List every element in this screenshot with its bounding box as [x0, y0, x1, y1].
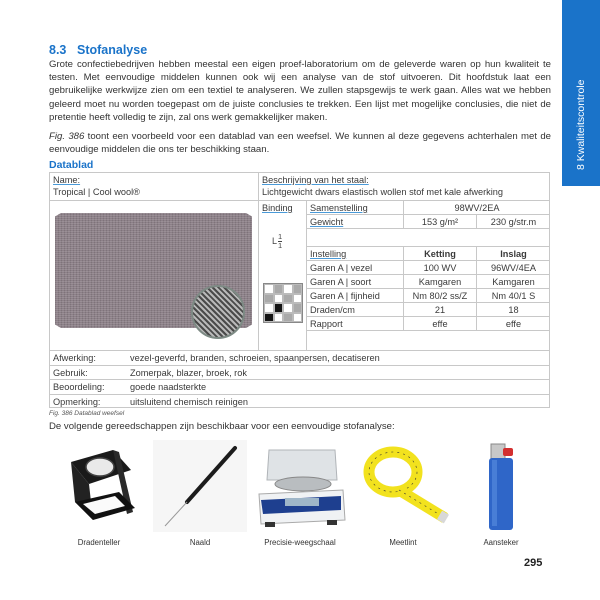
binding-bottom: 1 [278, 241, 283, 250]
description-label: Beschrijving van het staal: [262, 175, 369, 185]
samenstelling-label: Samenstelling [310, 203, 368, 213]
intro-paragraph: Grote confectiebedrijven hebben meestal een eigen proef-laboratorium om de geleverde waren op hun kwaliteit te testen. Met eenvoudige middelen kunnen ook wij een analyse van de stof uitvoeren. Dit hoofdstuk laat een gebruikelijke werkwijze zien om een textiel te analyseren. We zullen stapsgewijs te werk gaan. Alles wat we hebben geleerd moet nu worden toegepast om de juiste conclusies te trekken. Een lijst met mogelijke conclusies, die niet de pretentie heeft volledig te zijn, zal ons werk gemakkelijker maken. [49, 59, 551, 123]
detail-label: Opmerking: [53, 396, 101, 407]
instelling-row-label: Garen A | vezel [307, 261, 404, 275]
figure-paragraph-text: toont een voorbeeld voor een datablad van een weefsel. We kunnen al deze gegevens achterhalen met de eenvoudige middelen die ons ter beschikking staan. [49, 131, 551, 156]
weave-cell [283, 313, 293, 323]
weave-cell [264, 303, 274, 313]
tools-intro: De volgende gereedschappen zijn beschikbaar voor een eenvoudige stofanalyse: [49, 421, 395, 432]
detail-value: goede naadsterkte [130, 382, 207, 392]
section-number: 8.3 [49, 43, 67, 57]
tool-aansteker [453, 440, 549, 550]
gewicht-label: Gewicht [310, 217, 344, 227]
binding-top: 1 [278, 232, 283, 241]
instelling-row-ketting: effe [404, 317, 477, 331]
instelling-row-ketting: Kamgaren [404, 275, 477, 289]
instelling-row-label: Rapport [307, 317, 404, 331]
weave-cell [274, 313, 284, 323]
detail-label: Beoordeling: [53, 382, 105, 392]
detail-value: uitsluitend chemisch reinigen [130, 396, 248, 407]
description-value: Lichtgewicht dwars elastisch wollen stof met kale afwerking [262, 187, 504, 197]
detail-row [50, 395, 550, 409]
tool-label: Precisie-weegschaal [264, 538, 336, 547]
figure-reference: Fig. 386 [49, 131, 85, 142]
detail-row [50, 351, 550, 366]
page-number: 295 [524, 557, 543, 569]
inslag-header: Inslag [477, 247, 550, 261]
fabric-image-cell [50, 201, 259, 351]
tool-dradenteller [49, 440, 149, 550]
name-value: Tropical | Cool wool® [53, 187, 140, 197]
precision-scale-icon [255, 446, 347, 532]
instelling-row-inslag: Nm 40/1 S [477, 289, 550, 303]
weave-cell [274, 303, 284, 313]
gewicht-label-cell [307, 215, 404, 229]
name-label: Name: [53, 175, 81, 185]
weave-cell [293, 294, 303, 304]
spacer-row [307, 229, 550, 247]
instelling-row-inslag: Kamgaren [477, 275, 550, 289]
detail-row [50, 380, 550, 395]
instelling-row-label: Garen A | soort [307, 275, 404, 289]
weave-cell [264, 284, 274, 294]
binding-letter: L [272, 235, 278, 246]
tool-precisie-weegschaal [249, 440, 351, 550]
tape-measure-icon [359, 442, 449, 532]
weave-cell [283, 284, 293, 294]
ketting-header: Ketting [404, 247, 477, 261]
instelling-row-ketting: 21 [404, 303, 477, 317]
name-cell [50, 173, 259, 201]
detail-label: Afwerking: [53, 353, 96, 363]
weave-cell [274, 284, 284, 294]
binding-label: Binding [262, 203, 293, 213]
thread-counter-icon [63, 442, 141, 532]
weave-cell [293, 313, 303, 323]
weave-cell [293, 284, 303, 294]
instelling-row-label: Garen A | fijnheid [307, 289, 404, 303]
weave-cell [283, 303, 293, 313]
instelling-row-inslag: 96WV/4EA [477, 261, 550, 275]
figure-caption: Fig. 386 Datablad weefsel [49, 410, 125, 417]
samenstelling-value: 98WV/2EA [404, 201, 550, 215]
instelling-row-ketting: Nm 80/2 ss/Z [404, 289, 477, 303]
instelling-row-ketting: 100 WV [404, 261, 477, 275]
instelling-row-inslag: effe [477, 317, 550, 331]
tool-label: Aansteker [483, 538, 519, 547]
weave-pattern-grid [263, 283, 303, 323]
description-cell [259, 173, 550, 201]
instelling-row-label: Draden/cm [307, 303, 404, 317]
detail-row [50, 366, 550, 381]
weave-cell [283, 294, 293, 304]
section-heading [49, 43, 147, 57]
tool-label: Meetlint [389, 538, 417, 547]
weave-cell [274, 294, 284, 304]
detail-label: Gebruik: [53, 367, 88, 378]
empty-row [307, 331, 550, 351]
weave-cell [264, 294, 274, 304]
instelling-row-inslag: 18 [477, 303, 550, 317]
tool-label: Dradenteller [77, 538, 121, 547]
instelling-label-cell [307, 247, 404, 261]
chapter-side-tab [562, 0, 600, 186]
samenstelling-label-cell [307, 201, 404, 215]
chapter-side-tab-label: 8 Kwaliteitscontrole [575, 79, 587, 170]
section-title: Stofanalyse [77, 43, 148, 57]
binding-notation [272, 233, 282, 250]
binding-cell [259, 201, 307, 351]
tool-label: Naald [189, 538, 211, 547]
gewicht-m2-value: 153 g/m² [404, 215, 477, 229]
tool-meetlint [355, 440, 451, 550]
detail-value: Zomerpak, blazer, broek, rok [130, 367, 247, 378]
figure-paragraph [49, 130, 551, 156]
weave-cell [293, 303, 303, 313]
datablad-title: Datablad [49, 159, 94, 171]
tools-gallery [49, 440, 549, 550]
detail-value: vezel-geverfd, branden, schroeien, spaanpersen, decatiseren [130, 353, 380, 363]
lighter-icon [483, 442, 519, 532]
tool-naald [153, 440, 247, 550]
weave-cell [264, 313, 274, 323]
fabric-magnified-icon [191, 285, 245, 339]
needle-icon [153, 440, 247, 532]
gewicht-strm-value: 230 g/str.m [477, 215, 550, 229]
instelling-label: Instelling [310, 249, 347, 259]
